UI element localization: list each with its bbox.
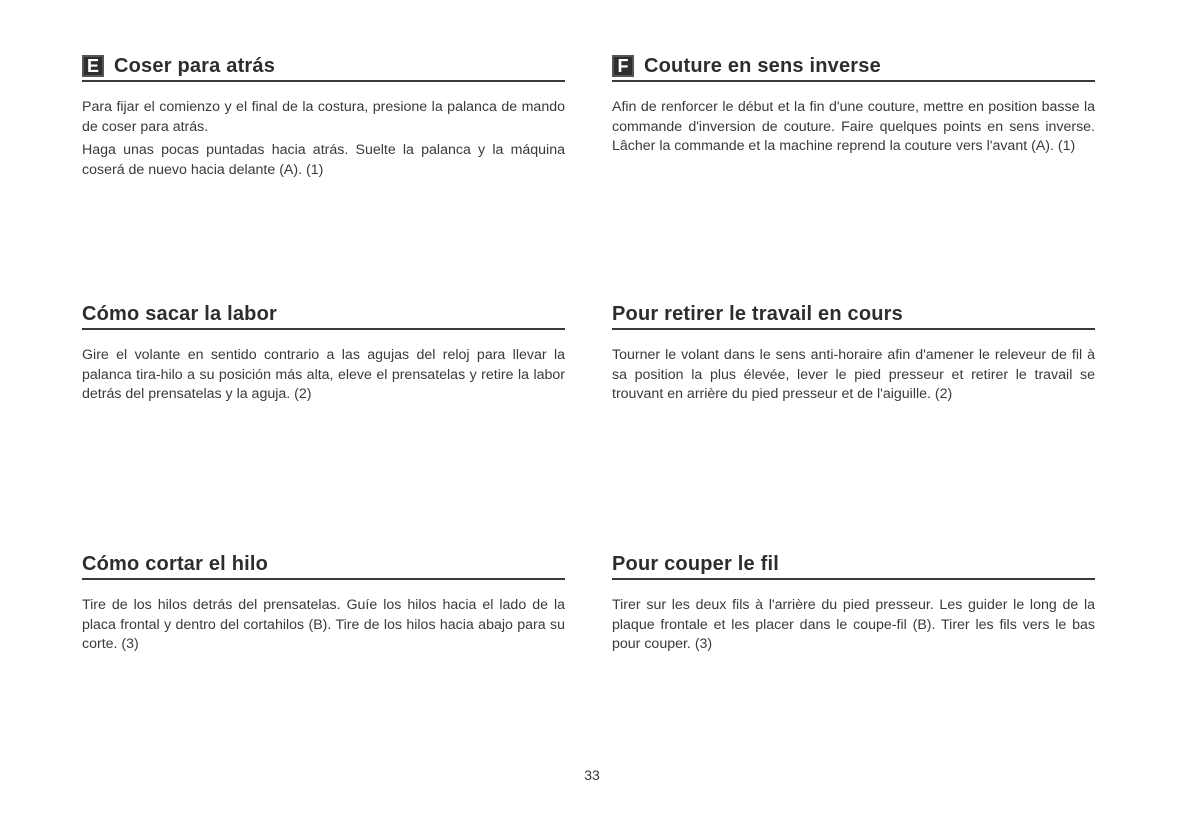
section-title: Coser para atrás bbox=[114, 55, 276, 77]
section-title: Cómo cortar el hilo bbox=[82, 553, 269, 575]
section-como-cortar-el-hilo bbox=[82, 550, 565, 659]
section-heading bbox=[82, 300, 565, 330]
section-title: Couture en sens inverse bbox=[644, 55, 881, 77]
paragraph: Haga unas pocas puntadas hacia atrás. Suelte la palanca y la máquina coserá de nuevo hacia delante (A). (1) bbox=[82, 142, 565, 178]
section-body bbox=[612, 98, 1095, 157]
section-body bbox=[612, 596, 1095, 655]
section-title: Pour couper le fil bbox=[612, 553, 779, 575]
section-heading bbox=[82, 550, 565, 580]
section-heading bbox=[612, 300, 1095, 330]
section-heading bbox=[612, 52, 1095, 82]
section-como-sacar-la-labor bbox=[82, 300, 565, 409]
section-couture-en-sens-inverse bbox=[612, 52, 1095, 161]
paragraph: Tire de los hilos detrás del prensatelas. Guíe los hilos hacia el lado de la placa frontal y dentro del cortahilos (B). Tire de los hilos hacia abajo para su corte. (3) bbox=[82, 597, 565, 652]
section-body bbox=[82, 98, 565, 180]
page-number: 33 bbox=[584, 767, 600, 783]
section-pour-couper-le-fil bbox=[612, 550, 1095, 659]
section-body bbox=[82, 346, 565, 405]
section-body bbox=[612, 346, 1095, 405]
section-heading bbox=[612, 550, 1095, 580]
language-badge-e: E bbox=[82, 55, 104, 77]
paragraph: Afin de renforcer le début et la fin d'une couture, mettre en position basse la commande d'inversion de couture. Faire quelques points en sens inverse. Lâcher la commande et la machine reprend la couture vers l'avant (A). (1) bbox=[612, 99, 1095, 154]
paragraph: Tirer sur les deux fils à l'arrière du pied presseur. Les guider le long de la plaque frontale et les placer dans le coupe-fil (B). Tirer les fils vers le bas pour couper. (3) bbox=[612, 597, 1095, 652]
paragraph: Tourner le volant dans le sens anti-horaire afin d'amener le releveur de fil à sa position la plus élevée, lever le pied presseur et retirer le travail se trouvant en arrière du pied presseur et de l'aiguille. (2) bbox=[612, 347, 1095, 402]
section-title: Pour retirer le travail en cours bbox=[612, 303, 903, 325]
paragraph: Gire el volante en sentido contrario a las agujas del reloj para llevar la palanca tira-hilo a su posición más alta, eleve el prensatelas y retire la labor detrás del prensatelas y la aguja. (2) bbox=[82, 347, 565, 402]
language-badge-f: F bbox=[612, 55, 634, 77]
section-coser-para-atras bbox=[82, 52, 565, 184]
section-pour-retirer-le-travail bbox=[612, 300, 1095, 409]
paragraph: Para fijar el comienzo y el final de la costura, presione la palanca de mando de coser para atrás. bbox=[82, 99, 565, 135]
section-heading bbox=[82, 52, 565, 82]
section-body bbox=[82, 596, 565, 655]
section-title: Cómo sacar la labor bbox=[82, 303, 277, 325]
